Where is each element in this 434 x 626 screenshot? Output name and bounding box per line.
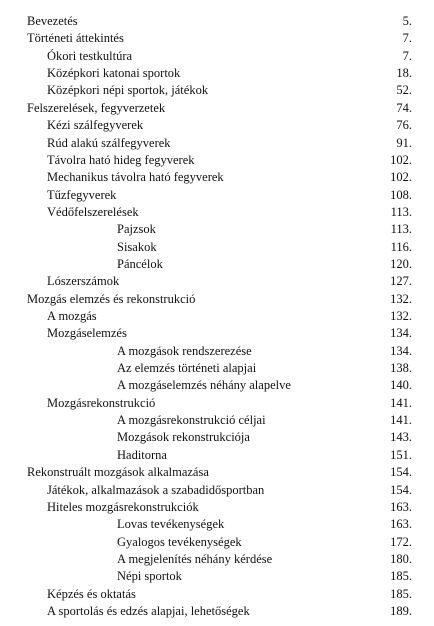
toc-entry	[0, 135, 434, 151]
toc-entry-page-number: 185.	[390, 586, 412, 601]
toc-entry	[0, 447, 434, 463]
toc-entry-title: Tűzfegyverek	[47, 187, 117, 202]
toc-entry-page-number: 116.	[390, 239, 412, 254]
toc-entry-page-number: 76.	[396, 118, 412, 133]
toc-entry-title: Mozgáselemzés	[47, 326, 127, 341]
toc-entry-page-number: 163.	[390, 499, 412, 514]
toc-entry	[0, 551, 434, 567]
toc-entry-page-number: 102.	[390, 152, 412, 167]
toc-entry	[0, 464, 434, 480]
toc-entry-title: Mozgásrekonstrukció	[47, 395, 156, 410]
toc-entry	[0, 343, 434, 359]
toc-entry-title: Gyalogos tevékenységek	[117, 534, 242, 549]
toc-entry-title: Középkori népi sportok, játékok	[47, 83, 209, 98]
toc-entry-title: Történeti áttekintés	[27, 31, 124, 46]
toc-entry-page-number: 134.	[390, 343, 412, 358]
toc-entry-page-number: 91.	[396, 135, 412, 150]
table-of-contents	[0, 13, 434, 618]
toc-entry-page-number: 189.	[390, 603, 412, 618]
toc-entry	[0, 152, 434, 168]
toc-entry-page-number: 7.	[402, 48, 412, 63]
toc-entry	[0, 586, 434, 602]
toc-entry-page-number: 132.	[390, 309, 412, 323]
toc-entry	[0, 100, 434, 116]
toc-entry	[0, 360, 434, 376]
toc-entry	[0, 534, 434, 550]
toc-entry-page-number: 5.	[402, 14, 412, 28]
toc-entry-page-number: 120.	[390, 256, 412, 271]
toc-entry-title: A megjelenítés néhány kérdése	[117, 551, 273, 566]
toc-entry	[0, 13, 434, 29]
toc-entry	[0, 117, 434, 133]
toc-entry	[0, 412, 434, 428]
toc-entry	[0, 516, 434, 532]
toc-entry	[0, 256, 434, 272]
toc-entry-page-number: 140.	[390, 378, 412, 393]
toc-entry	[0, 273, 434, 289]
toc-entry	[0, 395, 434, 411]
toc-entry-title: Lószerszámok	[47, 274, 120, 289]
toc-entry-title: Haditorna	[117, 447, 167, 462]
toc-entry-title: Ókori testkultúra	[47, 48, 133, 63]
toc-entry	[0, 82, 434, 98]
toc-entry-title: Védőfelszerelések	[47, 204, 139, 219]
toc-entry-title: Lovas tevékenységek	[117, 517, 225, 532]
toc-entry-page-number: 185.	[390, 569, 412, 584]
toc-entry	[0, 204, 434, 220]
toc-entry-page-number: 141.	[390, 413, 412, 428]
toc-entry-title: Rekonstruált mozgások alkalmazása	[27, 465, 209, 480]
toc-entry-page-number: 52.	[396, 83, 412, 98]
toc-entry-page-number: 113.	[390, 204, 412, 219]
toc-entry	[0, 377, 434, 393]
toc-entry-page-number: 143.	[390, 430, 412, 445]
toc-entry	[0, 603, 434, 619]
toc-entry-page-number: 108.	[390, 187, 412, 202]
toc-entry-title: A mozgás	[47, 309, 97, 323]
toc-entry-title: Páncélok	[117, 256, 163, 271]
toc-entry-page-number: 132.	[390, 291, 412, 306]
toc-entry-title: Rúd alakú szálfegyverek	[47, 135, 171, 150]
toc-entry	[0, 429, 434, 445]
toc-entry	[0, 325, 434, 341]
toc-entry-title: Mozgás elemzés és rekonstrukció	[27, 291, 196, 306]
toc-entry-title: Játékok, alkalmazások a szabadidősportban	[47, 482, 265, 497]
toc-entry	[0, 65, 434, 81]
toc-entry-title: A mozgáselemzés néhány alapelve	[117, 378, 291, 393]
toc-entry-title: Az elemzés történeti alapjai	[117, 361, 257, 375]
toc-entry-title: Hiteles mozgásrekonstrukciók	[47, 499, 199, 514]
toc-entry-page-number: 102.	[390, 170, 412, 185]
toc-entry-page-number: 113.	[390, 222, 412, 237]
toc-entry	[0, 169, 434, 185]
toc-entry	[0, 187, 434, 203]
toc-entry-page-number: 154.	[390, 465, 412, 480]
toc-entry-page-number: 141.	[390, 395, 412, 410]
toc-entry-title: Mechanikus távolra ható fegyverek	[47, 170, 224, 185]
toc-entry-page-number: 138.	[390, 361, 412, 375]
toc-entry	[0, 30, 434, 46]
toc-entry-page-number: 18.	[396, 66, 412, 81]
toc-entry-title: Kézi szálfegyverek	[47, 118, 144, 133]
toc-entry	[0, 221, 434, 237]
toc-entry-title: A sportolás és edzés alapjai, lehetőségek	[47, 603, 250, 618]
toc-entry-title: Bevezetés	[27, 14, 78, 28]
toc-entry	[0, 291, 434, 307]
toc-entry-title: A mozgások rendszerezése	[117, 343, 252, 358]
toc-entry-title: Pajzsok	[117, 222, 156, 237]
toc-entry-page-number: 74.	[396, 100, 412, 115]
toc-entry-page-number: 151.	[390, 447, 412, 462]
toc-entry	[0, 48, 434, 64]
toc-entry-title: Sisakok	[117, 239, 157, 254]
toc-entry-page-number: 134.	[390, 326, 412, 341]
toc-entry-title: Mozgások rekonstrukciója	[117, 430, 250, 445]
toc-entry	[0, 499, 434, 515]
toc-entry-page-number: 127.	[390, 274, 412, 289]
toc-entry-title: Képzés és oktatás	[47, 586, 136, 601]
toc-entry-title: Középkori katonai sportok	[47, 66, 181, 81]
toc-entry	[0, 568, 434, 584]
toc-entry-title: Távolra ható hideg fegyverek	[47, 152, 195, 167]
toc-entry	[0, 308, 434, 324]
toc-entry-page-number: 7.	[402, 31, 412, 46]
toc-entry	[0, 482, 434, 498]
toc-entry-page-number: 154.	[390, 482, 412, 497]
toc-entry	[0, 239, 434, 255]
toc-entry-title: Felszerelések, fegyverzetek	[27, 100, 166, 115]
toc-entry-page-number: 172.	[390, 534, 412, 549]
toc-entry-page-number: 180.	[390, 551, 412, 566]
toc-entry-title: A mozgásrekonstrukció céljai	[117, 413, 266, 428]
toc-entry-page-number: 163.	[390, 517, 412, 532]
toc-entry-title: Népi sportok	[117, 569, 182, 584]
